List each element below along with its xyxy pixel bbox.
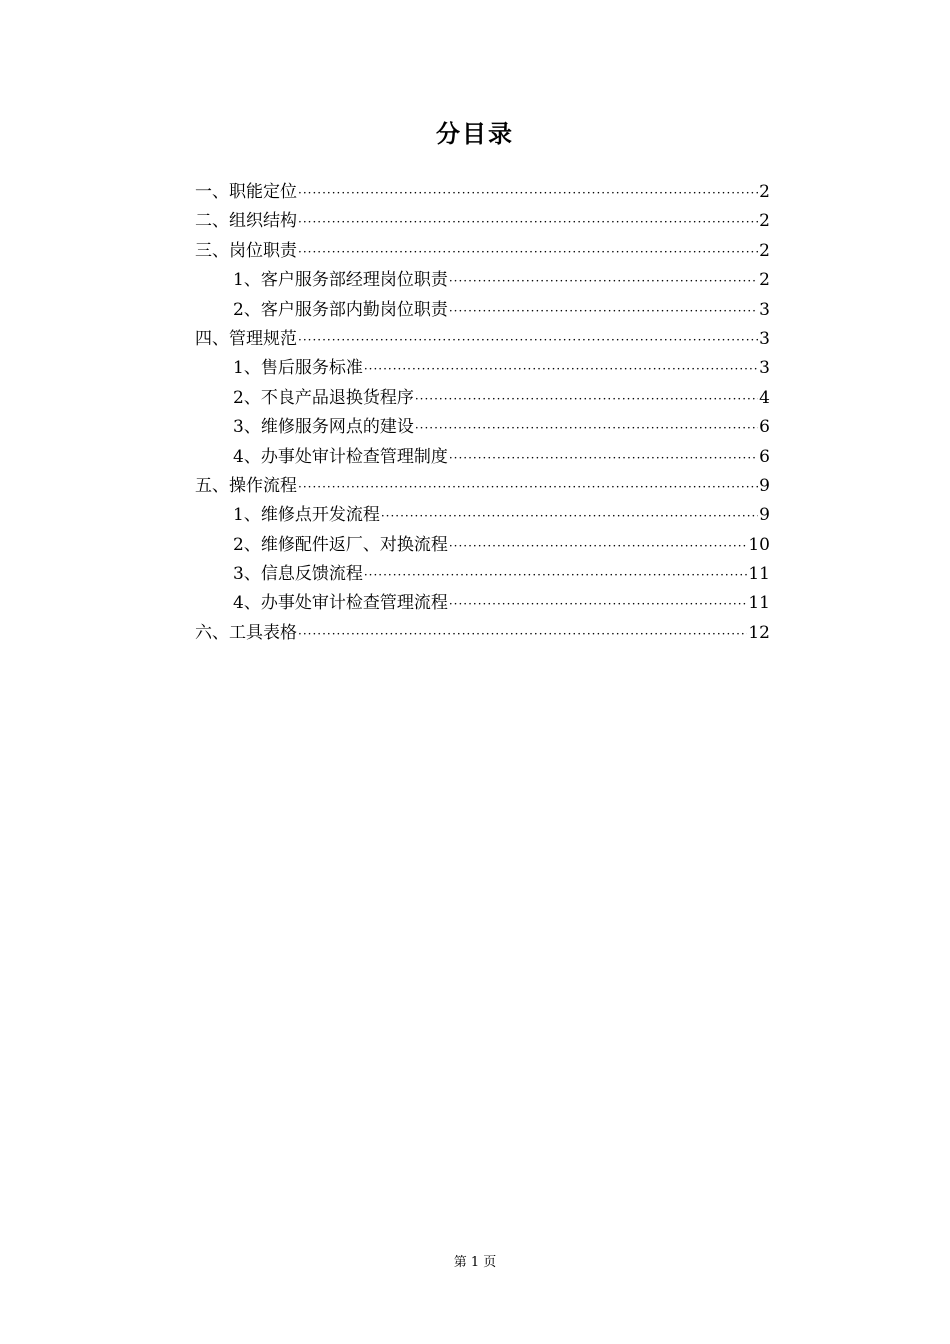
toc-entry-page: 3 bbox=[759, 328, 770, 349]
toc-entry-page: 3 bbox=[759, 358, 770, 379]
toc-subentry[interactable] bbox=[195, 501, 770, 530]
toc-entry-label: 3、信息反馈流程 bbox=[233, 564, 363, 585]
toc-leader-dots bbox=[298, 473, 758, 502]
toc-entry-page: 2 bbox=[759, 182, 770, 202]
toc-entry-page: 10 bbox=[748, 534, 770, 555]
toc-entry-page: 6 bbox=[759, 446, 770, 467]
toc-subentry[interactable] bbox=[195, 413, 770, 442]
toc-leader-dots bbox=[364, 355, 758, 384]
toc-leader-dots bbox=[298, 179, 758, 208]
toc-entry-label: 2、维修配件返厂、对换流程 bbox=[233, 534, 448, 555]
toc-entry[interactable] bbox=[195, 207, 770, 236]
toc-entry-page: 2 bbox=[759, 211, 770, 232]
toc-leader-dots bbox=[298, 620, 747, 649]
toc-leader-dots bbox=[449, 297, 758, 326]
toc-entry-page: 3 bbox=[759, 299, 770, 320]
toc-leader-dots bbox=[298, 238, 758, 267]
toc-entry-page: 2 bbox=[759, 270, 770, 291]
toc-entry-label: 1、维修点开发流程 bbox=[233, 505, 380, 526]
toc-entry-page: 9 bbox=[759, 475, 770, 496]
toc-entry-label: 1、售后服务标准 bbox=[233, 358, 363, 379]
toc-entry-page: 11 bbox=[748, 593, 770, 614]
toc-entry-label: 三、岗位职责 bbox=[195, 240, 297, 261]
toc-leader-dots bbox=[298, 326, 758, 355]
toc-entry-label: 2、不良产品退换货程序 bbox=[233, 387, 414, 408]
toc-entry-label: 2、客户服务部内勤岗位职责 bbox=[233, 299, 448, 320]
toc-entry[interactable] bbox=[195, 237, 770, 266]
toc-leader-dots bbox=[449, 532, 748, 561]
toc-entry[interactable] bbox=[195, 472, 770, 501]
toc-leader-dots bbox=[415, 414, 758, 443]
table-of-contents bbox=[195, 178, 770, 648]
toc-entry-label: 1、客户服务部经理岗位职责 bbox=[233, 270, 448, 291]
toc-entry[interactable] bbox=[195, 619, 770, 648]
toc-entry[interactable] bbox=[195, 178, 770, 207]
toc-entry-label: 3、维修服务网点的建设 bbox=[233, 417, 414, 438]
toc-subentry[interactable] bbox=[195, 384, 770, 413]
toc-subentry[interactable] bbox=[195, 354, 770, 383]
toc-entry-page: 11 bbox=[748, 564, 770, 585]
toc-entry-label: 五、操作流程 bbox=[195, 475, 297, 496]
toc-subentry[interactable] bbox=[195, 296, 770, 325]
toc-leader-dots bbox=[298, 208, 758, 237]
toc-entry-page: 12 bbox=[748, 622, 770, 643]
toc-entry-page: 2 bbox=[759, 240, 770, 261]
toc-entry-label: 六、工具表格 bbox=[195, 622, 297, 643]
toc-entry-label: 4、办事处审计检查管理流程 bbox=[233, 593, 448, 614]
toc-entry-page: 9 bbox=[759, 505, 770, 526]
page-number-footer: 第 1 页 bbox=[453, 1255, 497, 1270]
toc-subentry[interactable] bbox=[195, 443, 770, 472]
toc-entry[interactable] bbox=[195, 325, 770, 354]
toc-entry-page: 6 bbox=[759, 417, 770, 438]
toc-entry-label: 4、办事处审计检查管理制度 bbox=[233, 446, 448, 467]
toc-subentry[interactable] bbox=[195, 589, 770, 618]
toc-subentry[interactable] bbox=[195, 531, 770, 560]
toc-entry-label: 二、组织结构 bbox=[195, 211, 297, 232]
toc-subentry[interactable] bbox=[195, 560, 770, 589]
toc-entry-page: 4 bbox=[759, 387, 770, 408]
toc-leader-dots bbox=[449, 590, 748, 619]
toc-leader-dots bbox=[449, 444, 758, 473]
toc-leader-dots bbox=[381, 502, 758, 531]
page-title: 分目录 bbox=[436, 119, 514, 148]
toc-leader-dots bbox=[449, 267, 758, 296]
toc-leader-dots bbox=[415, 385, 758, 414]
toc-leader-dots bbox=[364, 561, 748, 590]
toc-entry-label: 一、职能定位 bbox=[195, 182, 297, 202]
toc-subentry[interactable] bbox=[195, 266, 770, 295]
toc-entry-label: 四、管理规范 bbox=[195, 328, 297, 349]
